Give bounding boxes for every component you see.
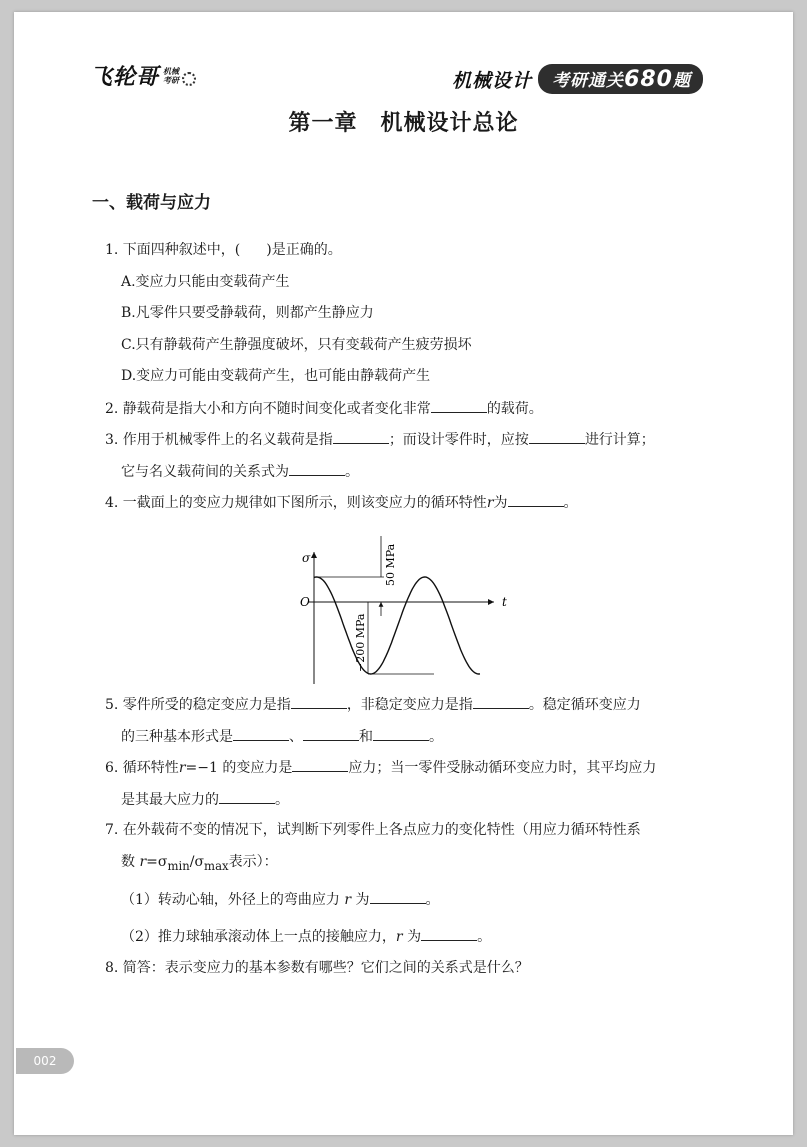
q7-b3: /σ xyxy=(189,854,205,870)
stress-wave-figure xyxy=(284,534,514,694)
q5-g: 。 xyxy=(429,729,443,745)
q7-s1-a: （1）转动心轴，外径上的弯曲应力 xyxy=(121,892,340,908)
q2-b: 的载荷。 xyxy=(486,401,543,417)
logo-main-text: 飞轮哥 xyxy=(90,65,160,90)
q3-b: ；而设计零件时，应按 xyxy=(388,432,529,448)
section-title: 一、载荷与应力 xyxy=(92,193,211,213)
answer-blank[interactable] xyxy=(291,694,347,709)
badge-suffix: 题 xyxy=(673,71,691,91)
q4-a: 4. 一截面上的变应力规律如下图所示，则该变应力的循环特性 xyxy=(105,495,487,511)
question-1-stem xyxy=(105,240,342,260)
answer-blank[interactable] xyxy=(233,726,289,741)
q7-b2: =σ xyxy=(146,854,168,870)
question-5-line-1 xyxy=(105,694,641,715)
publisher-logo xyxy=(90,60,196,91)
q6-b: =−1 的变应力是 xyxy=(185,760,293,776)
logo-sub-text xyxy=(163,67,179,85)
book-title-banner xyxy=(452,64,703,94)
q7-b4: 表示）： xyxy=(228,854,278,870)
q6-e: 。 xyxy=(275,792,289,808)
q6-d: 是其最大应力的 xyxy=(121,792,219,808)
x-axis-symbol: t xyxy=(502,595,507,609)
q4-b: 为 xyxy=(493,495,508,511)
q7-s2-b: 为 xyxy=(407,929,422,945)
question-2 xyxy=(105,398,543,419)
q7-s2-c: 。 xyxy=(477,929,492,945)
question-6-line-1 xyxy=(105,757,656,778)
question-7-line-1: 7. 在外载荷不变的情况下，试判断下列零件上各点应力的变化特性（用应力循环特性系 xyxy=(105,822,641,838)
q6-a: 6. 循环特性 xyxy=(105,760,179,776)
q5-b: ，非稳定变应力是指 xyxy=(346,697,473,713)
q3-e: 。 xyxy=(345,464,359,480)
chapter-title: 第一章 机械设计总论 xyxy=(288,111,519,136)
q3-c: 进行计算； xyxy=(584,432,655,448)
answer-blank[interactable] xyxy=(289,461,345,476)
q7-s2-a: （2）推力球轴承滚动体上一点的接触应力， xyxy=(121,929,396,945)
answer-blank[interactable] xyxy=(473,694,529,709)
page-number: 002 xyxy=(16,1048,74,1074)
question-1-option-b: B.凡零件只要受静载荷，则都产生静应力 xyxy=(121,305,374,321)
badge-prefix: 考研通关 xyxy=(552,71,625,91)
question-7-sub-2 xyxy=(121,926,491,947)
question-1-option-d: D.变应力可能由变载荷产生，也可能由静载荷产生 xyxy=(121,368,431,384)
q1-stem-b: )是正确的。 xyxy=(266,242,342,258)
question-1-option-c: C.只有静载荷产生静强度破坏，只有变载荷产生疲劳损坏 xyxy=(121,337,472,353)
q7-r-symbol: r xyxy=(139,854,147,870)
answer-blank[interactable] xyxy=(431,398,487,413)
answer-blank[interactable] xyxy=(508,492,564,507)
logo-sub-2: 考研 xyxy=(163,75,180,85)
q1-stem-a: 1. 下面四种叙述中，( xyxy=(105,242,241,258)
logo-sub-1: 机械 xyxy=(163,66,180,76)
q7-s1-r: r xyxy=(344,892,352,908)
q5-d: 的三种基本形式是 xyxy=(121,729,233,745)
answer-blank[interactable] xyxy=(333,429,389,444)
question-1-option-a: A.变应力只能由变载荷产生 xyxy=(121,274,290,290)
book-name: 机械设计 xyxy=(452,69,533,92)
question-7-line-2 xyxy=(121,852,278,876)
q3-a: 3. 作用于机械零件上的名义载荷是指 xyxy=(105,432,333,448)
badge-number: 680 xyxy=(624,67,673,92)
question-4 xyxy=(105,492,578,513)
q6-r-symbol: r xyxy=(178,760,186,776)
question-8: 8. 简答：表示变应力的基本参数有哪些？它们之间的关系式是什么？ xyxy=(105,960,529,976)
question-5-line-2 xyxy=(121,726,443,747)
q7-sub-min: min xyxy=(167,858,190,873)
amplitude-label: 50 MPa xyxy=(384,543,397,586)
q7-s2-r: r xyxy=(395,929,403,945)
origin-label: O xyxy=(300,595,310,609)
q7-sub-max: max xyxy=(204,858,229,873)
question-3-line-1 xyxy=(105,429,655,450)
answer-blank[interactable] xyxy=(421,926,477,941)
q6-c: 应力；当一零件受脉动循环变应力时，其平均应力 xyxy=(348,760,657,776)
q5-a: 5. 零件所受的稳定变应力是指 xyxy=(105,697,291,713)
q7-s1-b: 为 xyxy=(355,892,370,908)
q5-f: 和 xyxy=(359,729,373,745)
answer-blank[interactable] xyxy=(219,789,275,804)
q5-e: 、 xyxy=(289,729,303,745)
answer-blank[interactable] xyxy=(370,889,426,904)
answer-blank[interactable] xyxy=(529,429,585,444)
y-axis-symbol: σ xyxy=(302,551,311,565)
q2-a: 2. 静载荷是指大小和方向不随时间变化或者变化非常 xyxy=(105,401,431,417)
question-7-sub-1 xyxy=(121,889,440,910)
q4-c: 。 xyxy=(563,495,578,511)
answer-blank[interactable] xyxy=(303,726,359,741)
answer-blank[interactable] xyxy=(292,757,348,772)
q4-r-symbol: r xyxy=(486,495,494,511)
question-6-line-2 xyxy=(121,789,289,810)
q5-c: 。稳定循环变应力 xyxy=(528,697,641,713)
q3-d: 它与名义载荷间的关系式为 xyxy=(121,464,289,480)
q7-b1: 数 xyxy=(121,854,135,870)
question-3-line-2 xyxy=(121,461,359,482)
document-page xyxy=(14,12,793,1135)
book-badge xyxy=(538,64,703,94)
min-stress-label: −200 MPa xyxy=(354,613,367,672)
q7-s1-c: 。 xyxy=(425,892,440,908)
stress-wave-curve xyxy=(314,577,480,674)
answer-blank[interactable] xyxy=(373,726,429,741)
gear-icon xyxy=(182,72,196,86)
